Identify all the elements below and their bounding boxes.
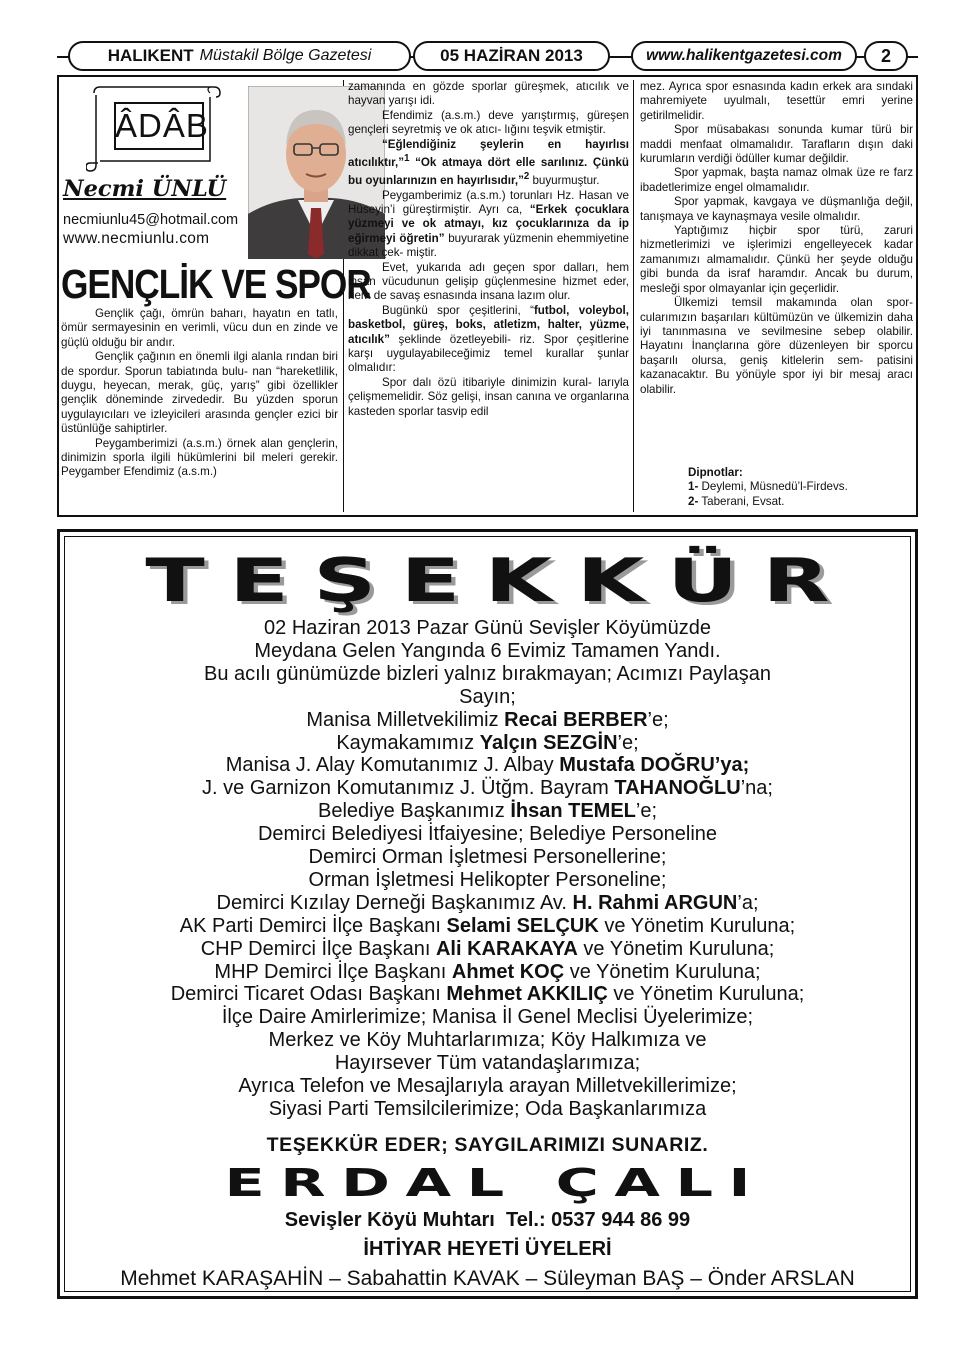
signer-name: ERDAL ÇALI bbox=[224, 1161, 766, 1205]
thanks-closing: TEŞEKKÜR EDER; SAYGILARIMIZI SUNARIZ. bbox=[266, 1134, 709, 1156]
article-paragraph: mez. Ayrıca spor esnasında kadın erkek ara sındaki mahremiyete uyulmalı, tesettür emri yerine getirilmelidir. bbox=[640, 80, 913, 122]
article-paragraph: Evet, yukarıda adı geçen spor dalları, hem insan vücudunun gelişip güçlenmesine hizmet eder, hem de savaş esnasında insana lazım olur. bbox=[348, 260, 629, 303]
issue-date: 05 HAZİRAN 2013 bbox=[440, 46, 583, 65]
article-paragraph: Spor yapmak, kavgaya ve düşmanlığa değil, tanışmaya ve kaynaşmaya vesile olmalıdır. bbox=[640, 195, 913, 223]
article-column-3 bbox=[640, 80, 913, 397]
article-paragraph: Spor yapmak, başta namaz olmak üze re farz ibadetlerimize engel olmamalıdır. bbox=[640, 166, 913, 194]
author-email: necmiunlu45@hotmail.com bbox=[63, 212, 239, 228]
article-paragraph: Peygamberimizi (a.s.m.) örnek alan gençlerin, dinimizin sporla ilgili hükümlerini bil meleri gerekir. Peygamber Efendimiz (a.s.m.) bbox=[61, 436, 338, 479]
author-website: www.necmiunlu.com bbox=[63, 230, 210, 247]
article-paragraph: Yaptığımız hiçbir spor türü, zaruri hizmetlerimizi ve işlerimizi engelleyecek kadar zamanımızı almamalıdır. Çünkü her şeyde olduğu gibi bunda da israf haramdır. Ancak bu durum, mesleği spor olmayanlar için geçerlidir. bbox=[640, 224, 913, 295]
thanks-line: Demirci Ticaret Odası Başkanı Mehmet AKKILIÇ ve Yönetim Kuruluna; bbox=[170, 983, 805, 1006]
article-paragraph: Peygamberimiz (a.s.m.) torunları Hz. Hasan ve Hüseyin’i güreştirmiştir. Ayrı ca, “Erkek çocuklara yüzmeyi ve ok atmayı, kız çocuklarınıza da ip eğirmeyi öğretin” buyurarak yüzmenin ehemmiyetine dikkat çek- miştir. bbox=[348, 188, 630, 260]
thanks-line: CHP Demirci İlçe Başkanı Ali KARAKAYA ve Yönetim Kuruluna; bbox=[200, 937, 775, 960]
thanks-line: Kaymakamımız Yalçın SEZGİN’e; bbox=[336, 731, 639, 754]
signer-title: Sevişler Köyü Muhtarı Tel.: 0537 944 86 99 bbox=[284, 1209, 691, 1231]
footnotes-title: Dipnotlar: bbox=[688, 466, 743, 479]
thanks-line: Ayrıca Telefon ve Mesajlarıyla arayan Milletvekillerimize; bbox=[238, 1075, 737, 1097]
paper-website: www.halikentgazetesi.com bbox=[646, 47, 842, 64]
council-title: İHTİYAR HEYETİ ÜYELERİ bbox=[363, 1238, 612, 1260]
article-paragraph: Ülkemizi temsil makamında olan spor- cularımızın başarıları kültümüzün ve ülkemizin daha iyi tanınmasına ve sevilmesine sebep olabilir. Hayatını İnançlarına göre düzenleyen bir sporcu başarılı olursa, geniş kitlelerin sem- patisini kazanacaktır. Bu yönüyle spor iyi bir mesaj aracı olabilir. bbox=[640, 296, 913, 396]
thanks-title: TEŞEKKÜR bbox=[145, 546, 855, 616]
thanks-line: Sayın; bbox=[459, 685, 516, 708]
thanks-line: Orman İşletmesi Helikopter Personeline; bbox=[308, 868, 667, 891]
thanks-line: Belediye Başkanımız İhsan TEMEL’e; bbox=[317, 800, 658, 823]
thanks-line: Manisa Milletvekilimiz Recai BERBER’e; bbox=[306, 708, 669, 731]
thanks-line: Bu acılı günümüzde bizleri yalnız bırakmayan; Acımızı Paylaşan bbox=[204, 662, 771, 685]
column-divider-2 bbox=[633, 80, 634, 512]
article-paragraph: Spor müsabakası sonunda kumar türü bir maddi menfaat olmamalıdır. Tarafların dışın daki kurumların verdiği ödüller kumar değildir. bbox=[640, 123, 913, 166]
paper-name: HALIKENT bbox=[107, 46, 194, 65]
article-paragraph: Bugünkü spor çeşitlerini, “futbol, voleybol, basketbol, güreş, boks, atletizm, halter, yüzme, atıcılık” şeklinde özetleyebili- riz. Spor çeşitlerine karşı uygulayabileceğimiz temel kurallar şunlar olmalıdır: bbox=[348, 303, 630, 375]
thanks-line: MHP Demirci İlçe Başkanı Ahmet KOÇ ve Yönetim Kuruluna; bbox=[214, 960, 761, 983]
article-paragraph: Spor dalı özü itibariyle dinimizin kural- larıyla çelişmemelidir. Söz gelişi, insan canına ve organlarına kasteden sporlar tasvip edil bbox=[348, 375, 629, 418]
thanks-line: 02 Haziran 2013 Pazar Günü Sevişler Köyümüzde bbox=[264, 617, 711, 639]
thanks-line: Demirci Kızılay Derneği Başkanımız Av. H. Rahmi ARGUN’a; bbox=[216, 891, 759, 914]
article-column-1 bbox=[61, 307, 338, 480]
website-pill bbox=[631, 41, 857, 71]
article-paragraph: “Eğlendiğiniz şeylerin en hayırlısı atıcılıktır,”$^1$ “Ok atmaya dört elle sarılınız. Çünkü bu oyunlarınızın en hayırlısıdır,”$^2$ buyurmuştur. bbox=[348, 137, 629, 188]
author-name: Necmi ÜNLÜ bbox=[63, 176, 227, 202]
date-pill bbox=[413, 41, 610, 71]
article-paragraph: zamanında en gözde sporlar güreşmek, atıcılık ve hayvan yarışı idi. bbox=[348, 80, 629, 108]
thanks-line: Meydana Gelen Yangında 6 Evimiz Tamamen Yandı. bbox=[254, 639, 721, 662]
thanks-line: İlçe Daire Amirlerimize; Manisa İl Genel Meclisi Üyelerimize; bbox=[221, 1006, 754, 1029]
thanks-line: Manisa J. Alay Komutanımız J. Albay Mustafa DOĞRU’ya; bbox=[225, 754, 750, 777]
article-paragraph: Gençlik çağı, ömrün baharı, hayatın en tatlı, ömür sermayesinin en verimli, vücu dun en zinde ve güçlü olduğu bir andır. bbox=[61, 307, 338, 349]
thanks-line: J. ve Garnizon Komutanımız J. Ütğm. Bayram TAHANOĞLU’na; bbox=[202, 777, 773, 800]
footnote-item: 2- Taberani, Evsat. bbox=[688, 494, 785, 508]
page-number-pill bbox=[864, 41, 908, 71]
thanks-line: Siyasi Parti Temsilcilerimize; Oda Başkanlarımıza bbox=[268, 1097, 707, 1120]
thanks-line: Merkez ve Köy Muhtarlarımıza; Köy Halkımıza ve bbox=[268, 1029, 707, 1052]
footnotes bbox=[688, 466, 848, 509]
thanks-line: Hayırsever Tüm vatandaşlarımıza; bbox=[334, 1052, 641, 1075]
thanks-line: Demirci Belediyesi İtfaiyesine; Belediye Personeline bbox=[257, 823, 718, 846]
thanks-line: AK Parti Demirci İlçe Başkanı Selami SELÇUK ve Yönetim Kuruluna; bbox=[179, 914, 796, 937]
paper-subtitle: Müstakil Bölge Gazetesi bbox=[199, 47, 372, 64]
article-column-2 bbox=[348, 80, 629, 419]
article-title: GENÇLİK VE SPOR bbox=[61, 261, 371, 307]
column-logo-text: ÂDÂB bbox=[115, 107, 209, 144]
paper-name-pill bbox=[68, 41, 411, 71]
footnote-item: 1- Deylemi, Müsnedü’l-Firdevs. bbox=[688, 480, 848, 494]
thanks-line: Demirci Orman İşletmesi Personellerine; bbox=[308, 846, 667, 868]
article-paragraph: Efendimiz (a.s.m.) deve yarıştırmış, güreşen gençleri seyretmiş ve ok atıcı- lığını teşvik etmiştir. bbox=[348, 108, 629, 137]
article-paragraph: Gençlik çağının en önemli ilgi alanla rından biri de spordur. Sporun tabiatında bulu- nan “hareketlilik, duygu, heyecan, merak, güç, yarış” gibi özellikler gençlik döneminde zirvededir. Bu yüzden sporun uygulayıcıları ve izleyicileri arasında gençler ezici bir üstünlüğe sahiptirler. bbox=[61, 350, 338, 436]
council-members: Mehmet KARAŞAHİN – Sabahattin KAVAK – Süleyman BAŞ – Önder ARSLAN bbox=[120, 1267, 855, 1290]
page-number: 2 bbox=[880, 45, 891, 66]
